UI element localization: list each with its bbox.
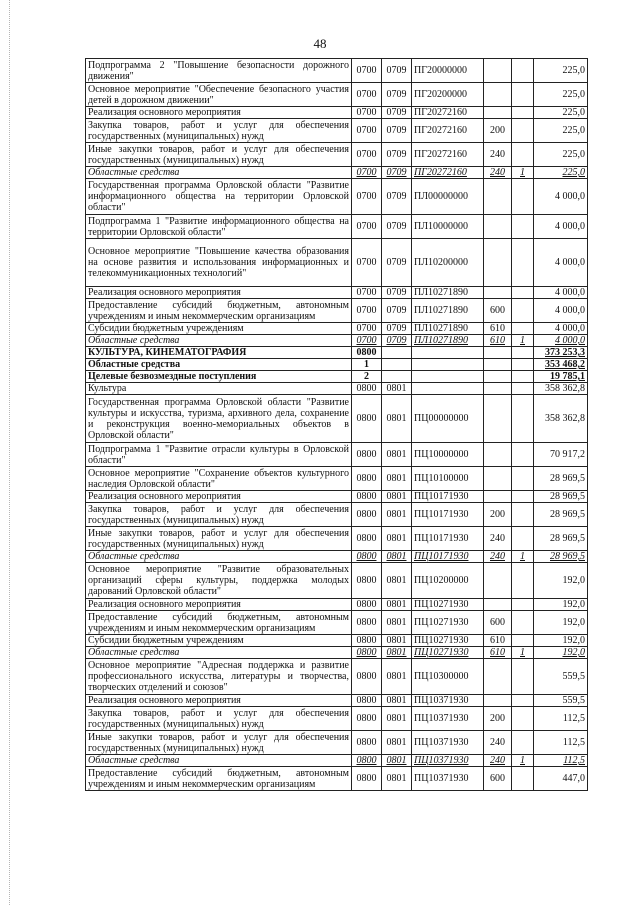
row-subsection-code: 0801 xyxy=(382,395,412,443)
row-section-code: 0800 xyxy=(352,695,382,707)
row-subsection-code: 0709 xyxy=(382,143,412,167)
row-subsection-code: 0709 xyxy=(382,239,412,287)
table-row xyxy=(86,467,588,491)
table-row xyxy=(86,107,588,119)
row-subsection-code xyxy=(382,371,412,383)
row-subsection-code: 0801 xyxy=(382,731,412,755)
row-amount: 225,0 xyxy=(534,167,588,179)
row-expense-type xyxy=(484,239,512,287)
row-subsection-code: 0801 xyxy=(382,767,412,791)
row-funding-source xyxy=(512,491,534,503)
row-target-article: ПЦ10300000 xyxy=(412,659,484,695)
row-target-article: ПЦ10271930 xyxy=(412,611,484,635)
row-target-article: ПЦ10371930 xyxy=(412,755,484,767)
table-row xyxy=(86,215,588,239)
row-name: Закупка товаров, работ и услуг для обеспечения государственных (муниципальных) нужд xyxy=(86,119,352,143)
table-row xyxy=(86,599,588,611)
row-funding-source: 1 xyxy=(512,647,534,659)
row-expense-type: 240 xyxy=(484,755,512,767)
row-amount: 225,0 xyxy=(534,107,588,119)
row-amount: 225,0 xyxy=(534,59,588,83)
row-funding-source: 1 xyxy=(512,335,534,347)
row-subsection-code: 0801 xyxy=(382,467,412,491)
row-funding-source xyxy=(512,347,534,359)
row-amount: 4 000,0 xyxy=(534,299,588,323)
table-row xyxy=(86,659,588,695)
row-subsection-code: 0709 xyxy=(382,59,412,83)
row-name: Подпрограмма 1 "Развитие отрасли культуры в Орловской области" xyxy=(86,443,352,467)
row-subsection-code: 0801 xyxy=(382,695,412,707)
row-target-article: ПЛ10271890 xyxy=(412,299,484,323)
row-expense-type: 600 xyxy=(484,299,512,323)
row-target-article xyxy=(412,347,484,359)
row-amount: 358 362,8 xyxy=(534,383,588,395)
table-row xyxy=(86,707,588,731)
row-name: Реализация основного мероприятия xyxy=(86,287,352,299)
row-subsection-code: 0709 xyxy=(382,119,412,143)
row-name: Иные закупки товаров, работ и услуг для обеспечения государственных (муниципальных) нужд xyxy=(86,527,352,551)
row-funding-source: 1 xyxy=(512,755,534,767)
row-funding-source xyxy=(512,611,534,635)
row-expense-type xyxy=(484,563,512,599)
row-amount: 19 785,1 xyxy=(534,371,588,383)
row-target-article: ПЦ10000000 xyxy=(412,443,484,467)
row-amount: 358 362,8 xyxy=(534,395,588,443)
row-name: Предоставление субсидий бюджетным, автономным учреждениям и иным некоммерческим организациям xyxy=(86,611,352,635)
row-subsection-code: 0709 xyxy=(382,83,412,107)
row-amount: 4 000,0 xyxy=(534,287,588,299)
row-name: Областные средства xyxy=(86,647,352,659)
row-target-article: ПЦ10371930 xyxy=(412,695,484,707)
row-section-code: 0800 xyxy=(352,395,382,443)
row-section-code: 0800 xyxy=(352,635,382,647)
row-funding-source xyxy=(512,287,534,299)
row-name: Реализация основного мероприятия xyxy=(86,599,352,611)
row-name: Реализация основного мероприятия xyxy=(86,695,352,707)
row-target-article: ПЦ10271930 xyxy=(412,647,484,659)
row-section-code: 0700 xyxy=(352,107,382,119)
row-expense-type xyxy=(484,107,512,119)
page-number: 48 xyxy=(313,36,327,51)
row-funding-source xyxy=(512,59,534,83)
table-row xyxy=(86,527,588,551)
row-target-article: ПГ20272160 xyxy=(412,143,484,167)
row-name: Государственная программа Орловской области "Развитие информационного общества на территории Орловской области" xyxy=(86,179,352,215)
table-row xyxy=(86,239,588,287)
row-funding-source xyxy=(512,323,534,335)
row-expense-type: 200 xyxy=(484,119,512,143)
row-funding-source xyxy=(512,179,534,215)
row-expense-type xyxy=(484,383,512,395)
page-margin-rule xyxy=(9,0,10,905)
row-section-code: 0700 xyxy=(352,83,382,107)
row-target-article: ПГ20272160 xyxy=(412,119,484,143)
row-section-code: 0800 xyxy=(352,467,382,491)
row-amount: 28 969,5 xyxy=(534,527,588,551)
table-row xyxy=(86,647,588,659)
row-amount: 225,0 xyxy=(534,119,588,143)
row-target-article: ПЦ10171930 xyxy=(412,503,484,527)
table-row xyxy=(86,287,588,299)
row-subsection-code: 0709 xyxy=(382,107,412,119)
row-subsection-code: 0709 xyxy=(382,179,412,215)
row-section-code: 0800 xyxy=(352,707,382,731)
table-row xyxy=(86,491,588,503)
row-subsection-code: 0801 xyxy=(382,635,412,647)
row-amount: 225,0 xyxy=(534,83,588,107)
row-section-code: 0700 xyxy=(352,167,382,179)
row-subsection-code: 0801 xyxy=(382,755,412,767)
row-section-code: 0700 xyxy=(352,287,382,299)
row-section-code: 0700 xyxy=(352,119,382,143)
row-name: Предоставление субсидий бюджетным, автономным учреждениям и иным некоммерческим организациям xyxy=(86,767,352,791)
row-expense-type: 240 xyxy=(484,143,512,167)
table-row xyxy=(86,299,588,323)
row-section-code: 0700 xyxy=(352,215,382,239)
row-expense-type xyxy=(484,347,512,359)
row-name: Субсидии бюджетным учреждениям xyxy=(86,635,352,647)
row-amount: 4 000,0 xyxy=(534,335,588,347)
row-name: Основное мероприятие "Сохранение объектов культурного наследия Орловской области" xyxy=(86,467,352,491)
row-name: Основное мероприятие "Адресная поддержка и развитие профессионального искусства, литературы и творчества, творческих отделений и союзов" xyxy=(86,659,352,695)
row-target-article: ПЦ10171930 xyxy=(412,527,484,551)
table-row xyxy=(86,551,588,563)
row-section-code: 0800 xyxy=(352,383,382,395)
row-funding-source xyxy=(512,467,534,491)
row-name: Культура xyxy=(86,383,352,395)
row-target-article xyxy=(412,359,484,371)
row-section-code: 0800 xyxy=(352,527,382,551)
row-target-article: ПЦ10371930 xyxy=(412,707,484,731)
row-amount: 447,0 xyxy=(534,767,588,791)
row-amount: 28 969,5 xyxy=(534,503,588,527)
row-name: Основное мероприятие "Повышение качества образования на основе развития и использования информационных и телекоммуникационных технологий" xyxy=(86,239,352,287)
row-amount: 28 969,5 xyxy=(534,551,588,563)
row-section-code: 0800 xyxy=(352,659,382,695)
row-section-code: 0700 xyxy=(352,179,382,215)
table-row xyxy=(86,731,588,755)
row-section-code: 2 xyxy=(352,371,382,383)
row-amount: 112,5 xyxy=(534,707,588,731)
row-funding-source xyxy=(512,383,534,395)
row-name: Областные средства xyxy=(86,167,352,179)
table-row xyxy=(86,119,588,143)
row-funding-source xyxy=(512,731,534,755)
table-row xyxy=(86,323,588,335)
row-section-code: 0700 xyxy=(352,299,382,323)
row-name: Реализация основного мероприятия xyxy=(86,491,352,503)
row-amount: 192,0 xyxy=(534,647,588,659)
table-row xyxy=(86,443,588,467)
table-row xyxy=(86,755,588,767)
row-expense-type xyxy=(484,215,512,239)
row-name: Закупка товаров, работ и услуг для обеспечения государственных (муниципальных) нужд xyxy=(86,503,352,527)
row-expense-type xyxy=(484,59,512,83)
row-amount: 4 000,0 xyxy=(534,215,588,239)
row-expense-type: 200 xyxy=(484,707,512,731)
row-amount: 225,0 xyxy=(534,143,588,167)
row-target-article: ПГ20272160 xyxy=(412,167,484,179)
row-name: Областные средства xyxy=(86,335,352,347)
row-amount: 28 969,5 xyxy=(534,491,588,503)
row-expense-type xyxy=(484,179,512,215)
row-name: Реализация основного мероприятия xyxy=(86,107,352,119)
budget-table-body xyxy=(86,59,588,791)
row-name: Закупка товаров, работ и услуг для обеспечения государственных (муниципальных) нужд xyxy=(86,707,352,731)
row-expense-type: 600 xyxy=(484,767,512,791)
row-funding-source xyxy=(512,107,534,119)
row-subsection-code: 0801 xyxy=(382,551,412,563)
row-funding-source: 1 xyxy=(512,167,534,179)
table-row xyxy=(86,767,588,791)
row-subsection-code: 0801 xyxy=(382,503,412,527)
row-amount: 353 468,2 xyxy=(534,359,588,371)
row-subsection-code: 0801 xyxy=(382,659,412,695)
table-row xyxy=(86,383,588,395)
row-section-code: 0700 xyxy=(352,323,382,335)
row-target-article: ПГ20200000 xyxy=(412,83,484,107)
row-name: Иные закупки товаров, работ и услуг для обеспечения государственных (муниципальных) нужд xyxy=(86,731,352,755)
row-expense-type xyxy=(484,599,512,611)
row-target-article: ПЦ10271930 xyxy=(412,635,484,647)
row-expense-type xyxy=(484,83,512,107)
row-funding-source xyxy=(512,599,534,611)
row-name: Основное мероприятие "Развитие образовательных организаций сферы культуры, поддержка молодых дарований Орловской области" xyxy=(86,563,352,599)
row-amount: 4 000,0 xyxy=(534,323,588,335)
row-subsection-code: 0801 xyxy=(382,707,412,731)
table-row xyxy=(86,371,588,383)
row-target-article: ПЦ10271930 xyxy=(412,599,484,611)
row-amount: 559,5 xyxy=(534,695,588,707)
row-funding-source xyxy=(512,443,534,467)
row-subsection-code: 0801 xyxy=(382,599,412,611)
row-expense-type xyxy=(484,395,512,443)
row-amount: 70 917,2 xyxy=(534,443,588,467)
row-expense-type xyxy=(484,287,512,299)
row-funding-source xyxy=(512,659,534,695)
row-funding-source xyxy=(512,359,534,371)
row-amount: 28 969,5 xyxy=(534,467,588,491)
table-row xyxy=(86,143,588,167)
row-expense-type: 240 xyxy=(484,527,512,551)
budget-table xyxy=(85,58,588,791)
row-subsection-code: 0801 xyxy=(382,443,412,467)
row-subsection-code: 0801 xyxy=(382,527,412,551)
row-amount: 192,0 xyxy=(534,611,588,635)
row-section-code: 0800 xyxy=(352,599,382,611)
row-subsection-code: 0801 xyxy=(382,563,412,599)
row-target-article: ПГ20000000 xyxy=(412,59,484,83)
row-section-code: 0800 xyxy=(352,503,382,527)
row-section-code: 0800 xyxy=(352,647,382,659)
row-funding-source xyxy=(512,563,534,599)
row-target-article: ПЦ10100000 xyxy=(412,467,484,491)
row-section-code: 1 xyxy=(352,359,382,371)
row-expense-type: 240 xyxy=(484,731,512,755)
row-name: Целевые безвозмездные поступления xyxy=(86,371,352,383)
row-target-article: ПЛ10271890 xyxy=(412,335,484,347)
row-expense-type: 610 xyxy=(484,635,512,647)
row-target-article: ПЦ10371930 xyxy=(412,767,484,791)
row-amount: 192,0 xyxy=(534,635,588,647)
row-section-code: 0800 xyxy=(352,563,382,599)
row-subsection-code: 0709 xyxy=(382,323,412,335)
row-funding-source xyxy=(512,527,534,551)
row-section-code: 0700 xyxy=(352,335,382,347)
row-amount: 112,5 xyxy=(534,755,588,767)
row-amount: 192,0 xyxy=(534,563,588,599)
row-section-code: 0700 xyxy=(352,143,382,167)
row-name: Субсидии бюджетным учреждениям xyxy=(86,323,352,335)
row-name: Областные средства xyxy=(86,359,352,371)
row-expense-type: 610 xyxy=(484,647,512,659)
row-amount: 4 000,0 xyxy=(534,239,588,287)
row-funding-source xyxy=(512,143,534,167)
row-expense-type xyxy=(484,467,512,491)
row-section-code: 0800 xyxy=(352,755,382,767)
row-name: КУЛЬТУРА, КИНЕМАТОГРАФИЯ xyxy=(86,347,352,359)
row-subsection-code: 0709 xyxy=(382,167,412,179)
row-subsection-code: 0709 xyxy=(382,215,412,239)
table-row xyxy=(86,611,588,635)
row-subsection-code: 0801 xyxy=(382,647,412,659)
table-row xyxy=(86,167,588,179)
row-expense-type xyxy=(484,371,512,383)
row-section-code: 0800 xyxy=(352,767,382,791)
row-funding-source xyxy=(512,707,534,731)
row-name: Государственная программа Орловской области "Развитие культуры и искусства, туризма, архивного дела, сохранение и реконструкция военно-мемориальных объектов в Орловской области" xyxy=(86,395,352,443)
row-funding-source xyxy=(512,695,534,707)
row-target-article xyxy=(412,383,484,395)
row-section-code: 0800 xyxy=(352,731,382,755)
row-subsection-code xyxy=(382,359,412,371)
table-row xyxy=(86,563,588,599)
row-subsection-code: 0709 xyxy=(382,335,412,347)
row-subsection-code: 0801 xyxy=(382,383,412,395)
row-section-code: 0800 xyxy=(352,347,382,359)
table-row xyxy=(86,503,588,527)
table-row xyxy=(86,179,588,215)
row-section-code: 0800 xyxy=(352,491,382,503)
row-expense-type xyxy=(484,695,512,707)
row-amount: 192,0 xyxy=(534,599,588,611)
row-target-article: ПЦ10200000 xyxy=(412,563,484,599)
row-amount: 559,5 xyxy=(534,659,588,695)
row-target-article: ПЛ10271890 xyxy=(412,287,484,299)
row-subsection-code: 0801 xyxy=(382,491,412,503)
table-row xyxy=(86,59,588,83)
row-name: Основное мероприятие "Обеспечение безопасного участия детей в дорожном движении" xyxy=(86,83,352,107)
row-target-article: ПЦ10171930 xyxy=(412,491,484,503)
row-section-code: 0800 xyxy=(352,551,382,563)
row-target-article: ПГ20272160 xyxy=(412,107,484,119)
row-target-article: ПЦ00000000 xyxy=(412,395,484,443)
row-funding-source xyxy=(512,395,534,443)
table-row xyxy=(86,695,588,707)
table-row xyxy=(86,359,588,371)
row-target-article: ПЛ00000000 xyxy=(412,179,484,215)
row-name: Подпрограмма 1 "Развитие информационного общества на территории Орловской области" xyxy=(86,215,352,239)
row-funding-source xyxy=(512,299,534,323)
row-section-code: 0800 xyxy=(352,611,382,635)
row-name: Областные средства xyxy=(86,551,352,563)
row-name: Предоставление субсидий бюджетным, автономным учреждениям и иным некоммерческим организациям xyxy=(86,299,352,323)
row-expense-type: 240 xyxy=(484,551,512,563)
row-expense-type: 610 xyxy=(484,335,512,347)
row-funding-source: 1 xyxy=(512,551,534,563)
row-target-article: ПЦ10171930 xyxy=(412,551,484,563)
row-subsection-code: 0801 xyxy=(382,611,412,635)
row-target-article: ПЦ10371930 xyxy=(412,731,484,755)
row-section-code: 0700 xyxy=(352,239,382,287)
row-expense-type xyxy=(484,359,512,371)
row-funding-source xyxy=(512,215,534,239)
row-expense-type xyxy=(484,443,512,467)
row-name: Подпрограмма 2 "Повышение безопасности дорожного движения" xyxy=(86,59,352,83)
row-funding-source xyxy=(512,371,534,383)
row-funding-source xyxy=(512,767,534,791)
table-row xyxy=(86,335,588,347)
row-funding-source xyxy=(512,503,534,527)
row-name: Иные закупки товаров, работ и услуг для обеспечения государственных (муниципальных) нужд xyxy=(86,143,352,167)
table-row xyxy=(86,347,588,359)
row-expense-type xyxy=(484,491,512,503)
row-subsection-code xyxy=(382,347,412,359)
row-amount: 112,5 xyxy=(534,731,588,755)
row-funding-source xyxy=(512,635,534,647)
row-funding-source xyxy=(512,239,534,287)
row-target-article: ПЛ10200000 xyxy=(412,239,484,287)
row-name: Областные средства xyxy=(86,755,352,767)
row-section-code: 0800 xyxy=(352,443,382,467)
row-expense-type: 610 xyxy=(484,323,512,335)
table-row xyxy=(86,395,588,443)
row-subsection-code: 0709 xyxy=(382,299,412,323)
row-amount: 4 000,0 xyxy=(534,179,588,215)
row-subsection-code: 0709 xyxy=(382,287,412,299)
row-funding-source xyxy=(512,83,534,107)
row-expense-type xyxy=(484,659,512,695)
row-expense-type: 240 xyxy=(484,167,512,179)
row-target-article: ПЛ10271890 xyxy=(412,323,484,335)
row-expense-type: 200 xyxy=(484,503,512,527)
row-target-article xyxy=(412,371,484,383)
row-funding-source xyxy=(512,119,534,143)
table-row xyxy=(86,635,588,647)
table-row xyxy=(86,83,588,107)
row-amount: 373 253,3 xyxy=(534,347,588,359)
row-section-code: 0700 xyxy=(352,59,382,83)
row-target-article: ПЛ10000000 xyxy=(412,215,484,239)
row-expense-type: 600 xyxy=(484,611,512,635)
